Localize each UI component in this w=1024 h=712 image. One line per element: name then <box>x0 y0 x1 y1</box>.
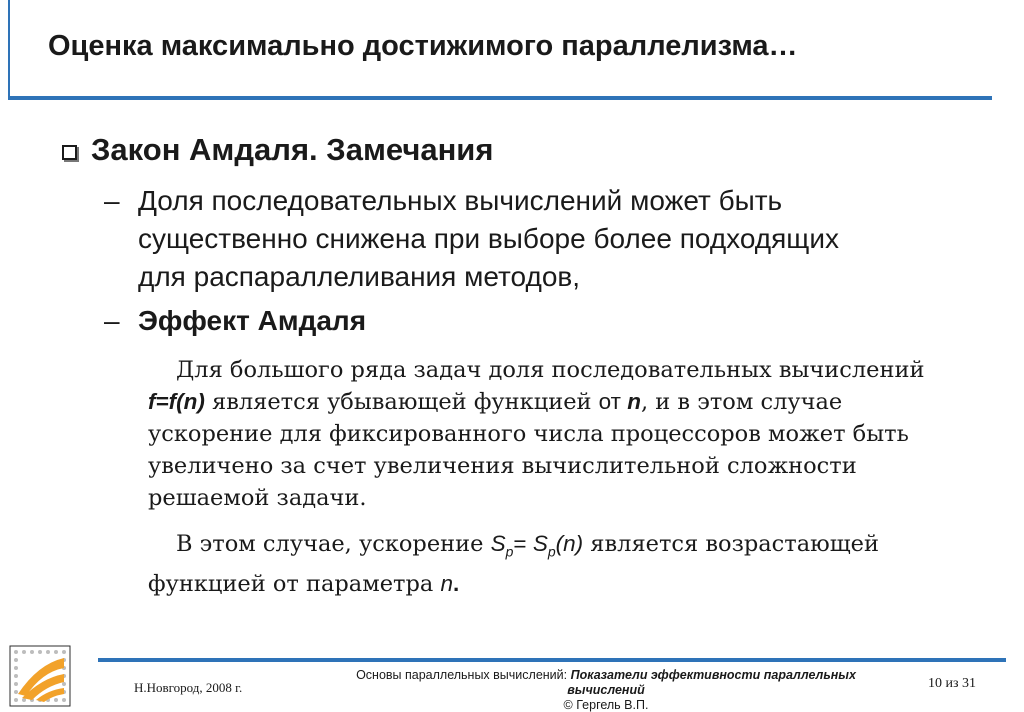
header-accent-bar <box>8 0 22 100</box>
slide-title: Оценка максимально достижимого параллелизма… <box>48 30 798 62</box>
checkbox-bullet-icon <box>62 145 77 160</box>
var-n: n <box>440 570 453 596</box>
dash-item-1-line-3: для распараллеливания методов, <box>138 261 581 292</box>
para1-line-4: увеличено за счет увеличения вычислительной сложности <box>148 453 857 479</box>
footer-course-name: Основы параллельных вычислений: <box>356 668 571 682</box>
para1-line-2 <box>148 386 948 418</box>
para1-line-2-mid: является убывающей функцией <box>204 389 599 415</box>
footer-topic: Показатели эффективности параллельных вычислений <box>567 668 856 697</box>
speedup-S: S <box>532 531 548 556</box>
para1-line-1 <box>148 354 948 386</box>
dash-item-1 <box>104 182 964 296</box>
period: . <box>452 570 460 596</box>
page-number: 10 из 31 <box>928 676 977 691</box>
dash-item-2 <box>104 302 964 340</box>
speedup-symbol-1 <box>490 531 514 560</box>
speedup-paragraph <box>148 528 948 600</box>
dash-item-1-line-1: Доля последовательных вычислений может быть <box>138 185 783 216</box>
speedup-symbol-2 <box>532 531 584 560</box>
para2-line-2-text: функцией от параметра <box>148 570 441 597</box>
formula-f: f=f(n) <box>148 389 205 414</box>
speedup-S: S <box>490 531 506 556</box>
main-bullet-label: Закон Амдаля. Замечания <box>91 132 494 167</box>
footer-author: © Гергель В.П. <box>563 698 649 712</box>
para2-start: В этом случае, ускорение <box>176 531 491 557</box>
para1-ot: от <box>598 389 628 414</box>
dash-item-1-line-2: существенно снижена при выборе более подходящих <box>138 223 839 254</box>
equals-sign: = <box>513 531 533 556</box>
speedup-sub-p: p <box>505 543 514 560</box>
para1-line-1-text: Для большого ряда задач доля последовательных вычислений <box>176 357 925 383</box>
footer-city-date: Н.Новгород, 2008 г. <box>134 680 243 695</box>
para2-line-1 <box>148 528 948 568</box>
speedup-sub-p: p <box>547 543 556 560</box>
para1-line-2-end: , и в этом случае <box>640 389 843 415</box>
para2-line-1-end: является возрастающей <box>583 531 879 557</box>
para2-line-2 <box>148 568 948 600</box>
main-bullet <box>62 132 493 168</box>
para1-line-3: ускорение для фиксированного числа процессоров может быть <box>148 421 909 447</box>
var-n: n <box>627 389 641 414</box>
dash-marker: – <box>104 305 120 336</box>
amdahl-effect-paragraph <box>148 354 948 514</box>
footer-divider <box>98 658 1006 662</box>
dash-item-2-label: Эффект Амдаля <box>138 305 367 336</box>
dash-marker: – <box>104 185 120 216</box>
header-divider <box>8 96 992 100</box>
para1-line-5: решаемой задачи. <box>148 485 367 511</box>
speedup-arg: (n) <box>555 531 584 556</box>
university-logo-icon <box>8 644 72 708</box>
footer-course-info <box>336 668 876 698</box>
